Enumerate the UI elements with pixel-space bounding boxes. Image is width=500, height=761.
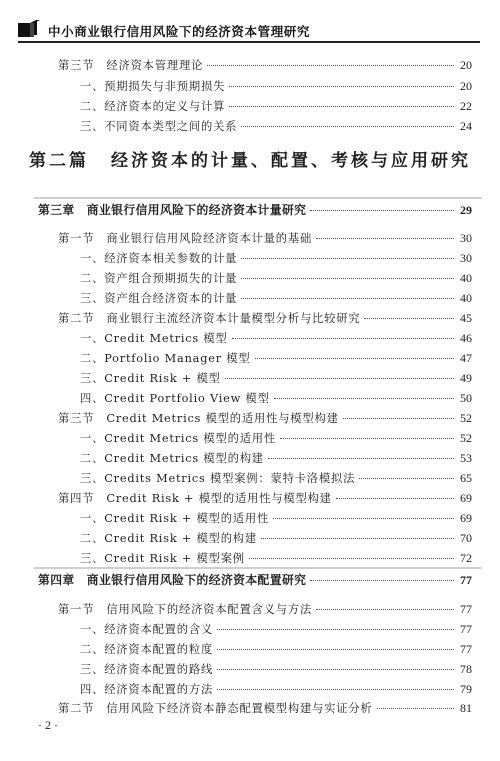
toc-page: 20 [460, 79, 472, 93]
toc-label: 一、Credit Metrics 模型的适用性 [80, 432, 277, 445]
toc-page: 79 [460, 682, 472, 696]
toc-item[interactable] [80, 550, 472, 567]
toc-label: 三、不同资本类型之间的关系 [80, 120, 238, 133]
toc-label: 一、经济资本配置的含义 [80, 623, 214, 636]
dot-leader [241, 126, 454, 127]
toc-label: 第一节 商业银行信用风险经济资本计量的基础 [58, 232, 313, 245]
dot-leader [316, 609, 454, 610]
toc-label: 二、经济资本配置的粒度 [80, 643, 214, 656]
toc-item[interactable] [80, 681, 472, 698]
dot-leader [261, 538, 454, 539]
toc-page: 29 [460, 203, 472, 217]
toc-item[interactable] [80, 430, 472, 447]
toc-item[interactable] [80, 290, 472, 307]
dot-leader [217, 689, 454, 690]
dot-leader [229, 106, 454, 107]
toc-label: 第四节 Credit Risk + 模型的适用性与模型构建 [58, 492, 332, 505]
page-number: · 2 · [38, 718, 58, 732]
toc-item[interactable] [80, 641, 472, 658]
toc-page: 40 [460, 291, 472, 305]
toc-label: 第三章 商业银行信用风险下的经济资本计量研究 [38, 203, 307, 217]
toc-page: 40 [460, 271, 472, 285]
dot-leader [364, 318, 454, 319]
toc-label: 四、Credit Portfolio View 模型 [80, 392, 270, 405]
toc-label: 三、Credits Metrics 模型案例：蒙特卡洛模拟法 [80, 472, 356, 485]
toc-page: 70 [460, 531, 472, 545]
toc-label: 二、Credit Risk + 模型的构建 [80, 532, 257, 545]
toc-item[interactable] [80, 78, 472, 95]
toc-page: 47 [460, 351, 472, 365]
toc-item[interactable] [80, 450, 472, 467]
dot-leader [217, 669, 454, 670]
toc-label: 四、经济资本配置的方法 [80, 683, 214, 696]
dot-leader [217, 649, 454, 650]
toc-chapter[interactable] [38, 572, 472, 588]
toc-page: 50 [460, 391, 472, 405]
toc-item[interactable] [80, 118, 472, 135]
toc-item[interactable] [80, 661, 472, 678]
toc-page: 20 [460, 58, 472, 72]
toc-label: 三、Credit Risk + 模型案例 [80, 552, 245, 565]
header-title: 中小商业银行信用风险下的经济资本管理研究 [48, 24, 311, 39]
dot-leader [310, 580, 454, 581]
toc-label: 二、资产组合预期损失的计量 [80, 272, 238, 285]
dot-leader [316, 238, 454, 239]
dot-leader [207, 65, 454, 66]
dot-leader [336, 498, 454, 499]
toc-label: 二、Credit Metrics 模型的构建 [80, 452, 264, 465]
dot-leader [241, 278, 454, 279]
toc-item[interactable] [80, 621, 472, 638]
dot-leader [274, 398, 454, 399]
toc-label: 第四章 商业银行信用风险下的经济资本配置研究 [38, 573, 307, 587]
toc-item[interactable] [80, 510, 472, 527]
toc-page: 30 [460, 251, 472, 265]
toc-page: 52 [460, 431, 472, 445]
toc-label: 二、Portfolio Manager 模型 [80, 352, 251, 365]
toc-label: 一、Credit Metrics 模型 [80, 332, 228, 345]
dot-leader [217, 629, 454, 630]
dot-leader [241, 298, 454, 299]
dot-leader [249, 558, 454, 559]
toc-page: 22 [460, 99, 472, 113]
toc-page: 53 [460, 451, 472, 465]
toc-page: 77 [460, 622, 472, 636]
dot-leader [241, 258, 454, 259]
dot-leader [232, 338, 454, 339]
toc-page: 81 [460, 701, 472, 715]
toc-section[interactable] [58, 601, 472, 618]
dot-leader [359, 478, 454, 479]
toc-section[interactable] [58, 490, 472, 507]
dot-leader [273, 518, 454, 519]
toc-item[interactable] [80, 370, 472, 387]
part-title: 经济资本的计量、配置、考核与应用研究 [111, 151, 471, 171]
dot-leader [343, 418, 454, 419]
toc-item[interactable] [80, 470, 472, 487]
toc-label: 第二节 信用风险下经济资本静态配置模型构建与实证分析 [58, 702, 373, 715]
toc-label: 三、资产组合经济资本的计量 [80, 292, 238, 305]
toc-page: 69 [460, 511, 472, 525]
toc-page: 77 [460, 602, 472, 616]
toc-label: 一、经济资本相关参数的计量 [80, 252, 238, 265]
dot-leader [268, 458, 454, 459]
toc-page: 78 [460, 662, 472, 676]
dot-leader [377, 708, 454, 709]
dot-leader [229, 86, 454, 87]
dot-leader [310, 210, 454, 211]
chapter-divider [34, 567, 482, 569]
toc-item[interactable] [80, 98, 472, 115]
toc-item[interactable] [80, 250, 472, 267]
toc-section[interactable] [58, 310, 472, 327]
toc-label: 第二节 商业银行主流经济资本计量模型分析与比较研究 [58, 312, 361, 325]
toc-page: 69 [460, 491, 472, 505]
toc-item[interactable] [80, 390, 472, 407]
toc-label: 一、预期损失与非预期损失 [80, 80, 226, 93]
part-heading [0, 146, 500, 171]
toc-page: 72 [460, 551, 472, 565]
dot-leader [280, 438, 454, 439]
dot-leader [255, 358, 455, 359]
chapter-divider [34, 197, 482, 199]
toc-label: 三、经济资本配置的路线 [80, 663, 214, 676]
toc-item[interactable] [80, 270, 472, 287]
toc-label: 三、Credit Risk + 模型 [80, 372, 221, 385]
toc-label: 一、Credit Risk + 模型的适用性 [80, 512, 270, 525]
toc-page: 30 [460, 231, 472, 245]
toc-section[interactable] [58, 700, 472, 717]
toc-section[interactable] [58, 410, 472, 427]
toc-label: 第三节 经济资本管理理论 [58, 59, 204, 72]
toc-item[interactable] [80, 530, 472, 547]
part-label: 第二篇 [29, 151, 89, 171]
toc-page: 65 [460, 471, 472, 485]
toc-page: 45 [460, 311, 472, 325]
toc-label: 二、经济资本的定义与计算 [80, 100, 226, 113]
toc-chapter[interactable] [38, 202, 472, 218]
dot-leader [225, 378, 454, 379]
toc-page: 52 [460, 411, 472, 425]
toc-page: 49 [460, 371, 472, 385]
toc-item[interactable] [80, 330, 472, 347]
toc-label: 第三节 Credit Metrics 模型的适用性与模型构建 [58, 412, 339, 425]
toc-page: 77 [460, 573, 472, 587]
toc-item[interactable] [80, 350, 472, 367]
toc-section[interactable] [58, 230, 472, 247]
toc-section[interactable] [58, 57, 472, 74]
toc-page: 24 [460, 119, 472, 133]
toc-label: 第一节 信用风险下的经济资本配置含义与方法 [58, 603, 313, 616]
toc-page: 77 [460, 642, 472, 656]
toc-page: 46 [460, 331, 472, 345]
